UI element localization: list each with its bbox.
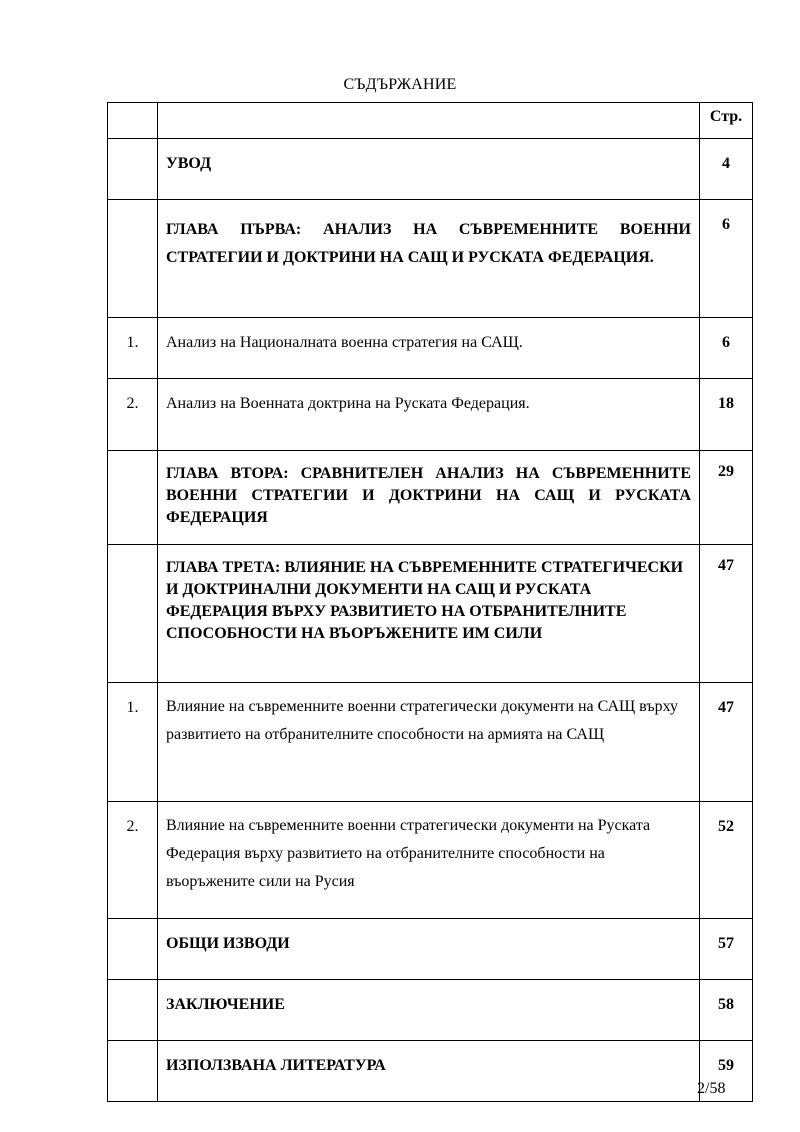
toc-page: 52 — [700, 802, 753, 919]
toc-row — [108, 451, 753, 545]
toc-page: 29 — [700, 451, 753, 545]
toc-row — [108, 980, 753, 1041]
toc-page: 58 — [700, 980, 753, 1041]
toc-row — [108, 683, 753, 802]
toc-num: 1. — [108, 683, 158, 802]
toc-page: 6 — [700, 318, 753, 379]
toc-page: 57 — [700, 919, 753, 980]
toc-title: ГЛАВА ВТОРА: СРАВНИТЕЛЕН АНАЛИЗ НА СЪВРЕМЕННИТЕ ВОЕННИ СТРАТЕГИИ И ДОКТРИНИ НА САЩ И РУСКАТА ФЕДЕРАЦИЯ — [158, 451, 700, 545]
toc-row — [108, 545, 753, 683]
header-num-cell — [108, 103, 158, 139]
toc-row — [108, 802, 753, 919]
toc-num: 1. — [108, 318, 158, 379]
header-title-cell — [158, 103, 700, 139]
toc-row — [108, 919, 753, 980]
toc-title: Влияние на съвременните военни стратегически документи на САЩ върху развитието на отбранителните способности на армията на САЩ — [158, 683, 700, 802]
toc-title: Анализ на Националната военна стратегия на САЩ. — [158, 318, 700, 379]
toc-num — [108, 919, 158, 980]
toc-num — [108, 451, 158, 545]
toc-header-row — [108, 103, 753, 139]
toc-num — [108, 545, 158, 683]
toc-title: ГЛАВА ПЪРВА: АНАЛИЗ НА СЪВРЕМЕННИТЕ ВОЕННИ СТРАТЕГИИ И ДОКТРИНИ НА САЩ И РУСКАТА ФЕДЕРАЦИЯ. — [158, 200, 700, 318]
toc-table — [107, 102, 753, 1102]
toc-row — [108, 139, 753, 200]
toc-title: ЗАКЛЮЧЕНИЕ — [158, 980, 700, 1041]
toc-row — [108, 1041, 753, 1102]
toc-num: 2. — [108, 379, 158, 451]
toc-page: 47 — [700, 545, 753, 683]
toc-row — [108, 200, 753, 318]
header-page-label: Стр. — [700, 103, 753, 139]
toc-num — [108, 139, 158, 200]
toc-num — [108, 1041, 158, 1102]
toc-row — [108, 379, 753, 451]
toc-page: 18 — [700, 379, 753, 451]
toc-page: 59 — [700, 1041, 753, 1102]
toc-title: Анализ на Военната доктрина на Руската Федерация. — [158, 379, 700, 451]
toc-title: ИЗПОЛЗВАНА ЛИТЕРАТУРА — [158, 1041, 700, 1102]
toc-title: ОБЩИ ИЗВОДИ — [158, 919, 700, 980]
toc-num — [108, 200, 158, 318]
toc-title: ГЛАВА ТРЕТА: ВЛИЯНИЕ НА СЪВРЕМЕННИТЕ СТРАТЕГИЧЕСКИ И ДОКТРИНАЛНИ ДОКУМЕНТИ НА САЩ И РУСКАТА ФЕДЕРАЦИЯ ВЪРХУ РАЗВИТИЕТО НА ОТБРАНИТЕЛНИТЕ СПОСОБНОСТИ НА ВЪОРЪЖЕНИТЕ ИМ СИЛИ — [158, 545, 700, 683]
toc-title: УВОД — [158, 139, 700, 200]
toc-page: 47 — [700, 683, 753, 802]
page-number: 2/58 — [697, 1080, 726, 1097]
toc-title: Влияние на съвременните военни стратегически документи на Руската Федерация върху развитието на отбранителните способности на въоръжените сили на Русия — [158, 802, 700, 919]
toc-page: 4 — [700, 139, 753, 200]
toc-num — [108, 980, 158, 1041]
page-title: СЪДЪРЖАНИЕ — [343, 76, 457, 93]
toc-num: 2. — [108, 802, 158, 919]
toc-row — [108, 318, 753, 379]
toc-page: 6 — [700, 200, 753, 318]
